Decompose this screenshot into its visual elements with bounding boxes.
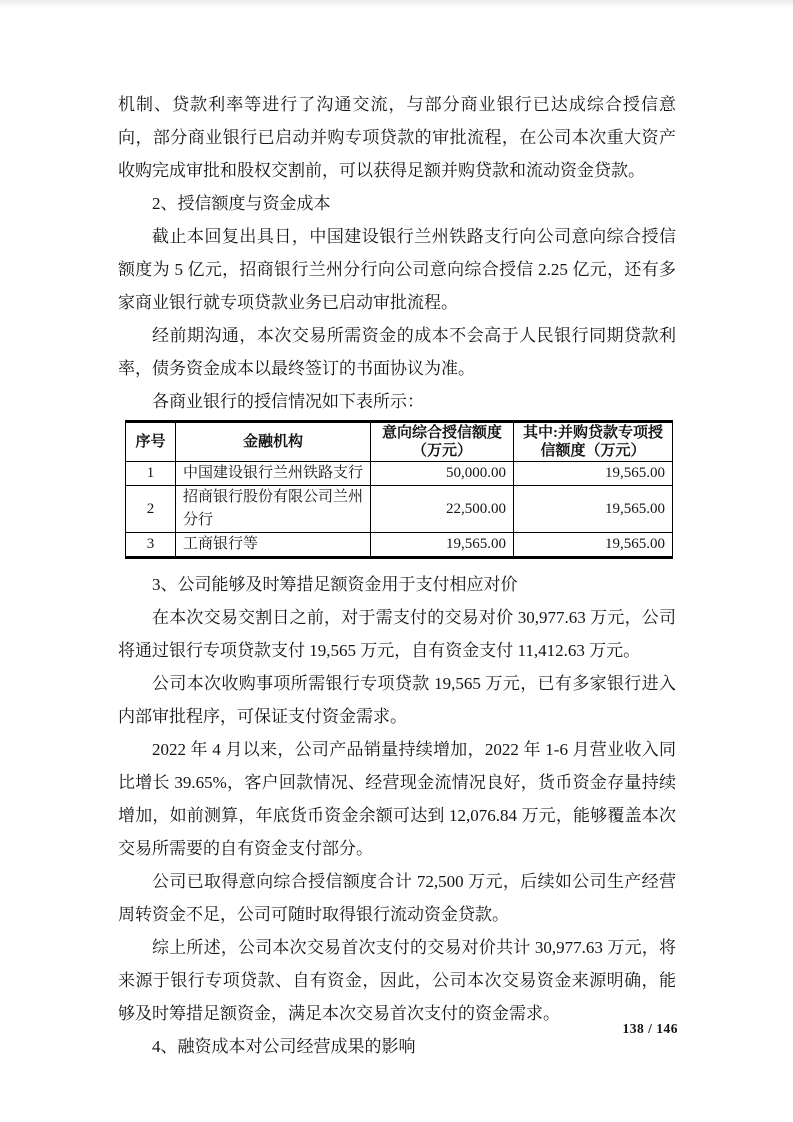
row-index: 1 <box>126 462 176 486</box>
paragraph-payment-plan: 在本次交易交割日之前，对于需支付的交易对价 30,977.63 万元，公司将通过银行专项贷款支付 19,565 万元，自有资金支付 11,412.63 万元。 <box>118 608 676 660</box>
column-header-ma-loan: 其中:并购贷款专项授信额度（万元） <box>514 422 673 462</box>
paragraph-credit-lines: 截止本回复出具日，中国建设银行兰州铁路支行向公司意向综合授信额度为 5 亿元，招商银行兰州分行向公司意向综合授信 2.25 亿元，还有多家商业银行就专项贷款业务已启动审批流程。 <box>118 227 676 312</box>
section-heading-3: 3、公司能够及时筹措足额资金用于支付相应对价 <box>152 575 518 594</box>
bank-credit-table <box>125 420 673 559</box>
row-ma-loan: 19,565.00 <box>514 533 673 558</box>
row-ma-loan: 19,565.00 <box>514 462 673 486</box>
table-row <box>126 533 673 558</box>
row-ma-loan: 19,565.00 <box>514 486 673 533</box>
section-heading-4: 4、融资成本对公司经营成果的影响 <box>152 1037 416 1056</box>
continuation-paragraph: 机制、贷款利率等进行了沟通交流，与部分商业银行已达成综合授信意向，部分商业银行已启动并购专项贷款的审批流程，在公司本次重大资产收购完成审批和股权交割前，可以获得足额并购贷款和流动资金贷款。 <box>118 95 676 180</box>
row-credit: 22,500.00 <box>371 486 514 533</box>
paragraph-working-capital: 公司已取得意向综合授信额度合计 72,500 万元，后续如公司生产经营周转资金不足，公司可随时取得银行流动资金贷款。 <box>118 872 676 924</box>
credit-table-header <box>126 422 673 462</box>
table-row <box>126 462 673 486</box>
paragraph-cash-forecast: 2022 年 4 月以来，公司产品销量持续增加，2022 年 1-6 月营业收入同比增长 39.65%，客户回款情况、经营现金流情况良好，货币资金存量持续增加，如前测算，年底货币资金余额可达到 12,076.84 万元，能够覆盖本次交易所需要的自有资金支付部分。 <box>118 740 676 858</box>
page-top-edge-shadow <box>0 0 793 8</box>
column-header-credit: 意向综合授信额度（万元） <box>371 422 514 462</box>
table-row <box>126 486 673 533</box>
column-header-index: 序号 <box>126 422 176 462</box>
column-header-institution: 金融机构 <box>176 422 371 462</box>
section-heading-2: 2、授信额度与资金成本 <box>152 194 331 213</box>
document-body <box>118 88 676 1063</box>
row-institution: 中国建设银行兰州铁路支行 <box>176 462 371 486</box>
row-index: 2 <box>126 486 176 533</box>
paragraph-table-intro: 各商业银行的授信情况如下表所示： <box>152 392 424 411</box>
paragraph-loan-approval: 公司本次收购事项所需银行专项贷款 19,565 万元，已有多家银行进入内部审批程序，可保证支付资金需求。 <box>118 674 676 726</box>
row-institution: 招商银行股份有限公司兰州分行 <box>176 486 371 533</box>
row-credit: 50,000.00 <box>371 462 514 486</box>
paragraph-cost-of-funds: 经前期沟通，本次交易所需资金的成本不会高于人民银行同期贷款利率，债务资金成本以最终签订的书面协议为准。 <box>118 326 676 378</box>
row-institution: 工商银行等 <box>176 533 371 558</box>
paragraph-conclusion: 综上所述，公司本次交易首次支付的交易对价共计 30,977.63 万元，将来源于银行专项贷款、自有资金，因此，公司本次交易资金来源明确，能够及时筹措足额资金，满足本次交易首次支付的资金需求。 <box>118 938 676 1023</box>
row-index: 3 <box>126 533 176 558</box>
page-number: 138 / 146 <box>622 1021 678 1036</box>
row-credit: 19,565.00 <box>371 533 514 558</box>
